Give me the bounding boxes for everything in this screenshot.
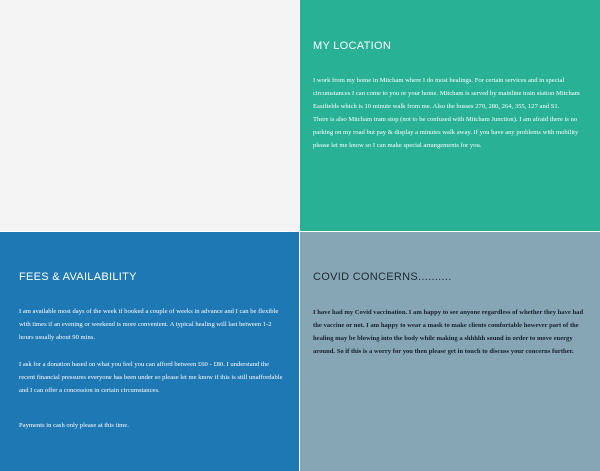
location-paragraph-2: There is also Mitcham tram stop (not to be confused with Mitcham Junction). I am afraid there is no parking on my road but pay & display a minutes walk away. If you have any problems with mobility please let me know so I can make special arrangements for you. xyxy=(313,116,579,149)
fees-heading: FEES & AVAILABILITY xyxy=(19,271,137,283)
covid-panel xyxy=(300,232,600,471)
covid-heading: COVID CONCERNS.......... xyxy=(313,271,452,283)
location-heading: MY LOCATION xyxy=(313,40,392,52)
fees-paragraph-2: I ask for a donation based on what you feel you can afford between £60 - £80. I understand the recent financial pressures everyone has been under so please let me know if this is still unaffordable and I can offer a concession in certain circumstances. xyxy=(19,361,283,394)
blank-panel xyxy=(0,0,299,231)
covid-paragraph-1: I have had my Covid vaccination. I am happy to see anyone regardless of whether they have had the vaccine or not. I am happy to wear a mask to make clients comfortable however part of the healing may be blowing into the body while making a shhhhh sound in order to move energy around. So if this is a worry for you then please get in touch to discuss your concerns further. xyxy=(313,309,584,355)
fees-paragraph-3: Payments in cash only please at this time. xyxy=(19,422,129,429)
location-paragraph-1: I work from my home in Mitcham where I do most healings. For certain services and in special circumstances I can come to you or your home. Mitcham is served by mainline train station Mitcham Eastfields which is 10 minute walk from me. Also the busses 270, 280, 264, 355, 127 and S1. xyxy=(313,77,580,110)
location-panel xyxy=(300,0,600,231)
fees-paragraph-1: I am available most days of the week if booked a couple of weeks in advance and I can be flexible with times if an evening or weekend is more convenient. A typical healing will last between 1-2 hours usually about 90 mins. xyxy=(19,308,279,341)
fees-panel xyxy=(0,232,299,471)
